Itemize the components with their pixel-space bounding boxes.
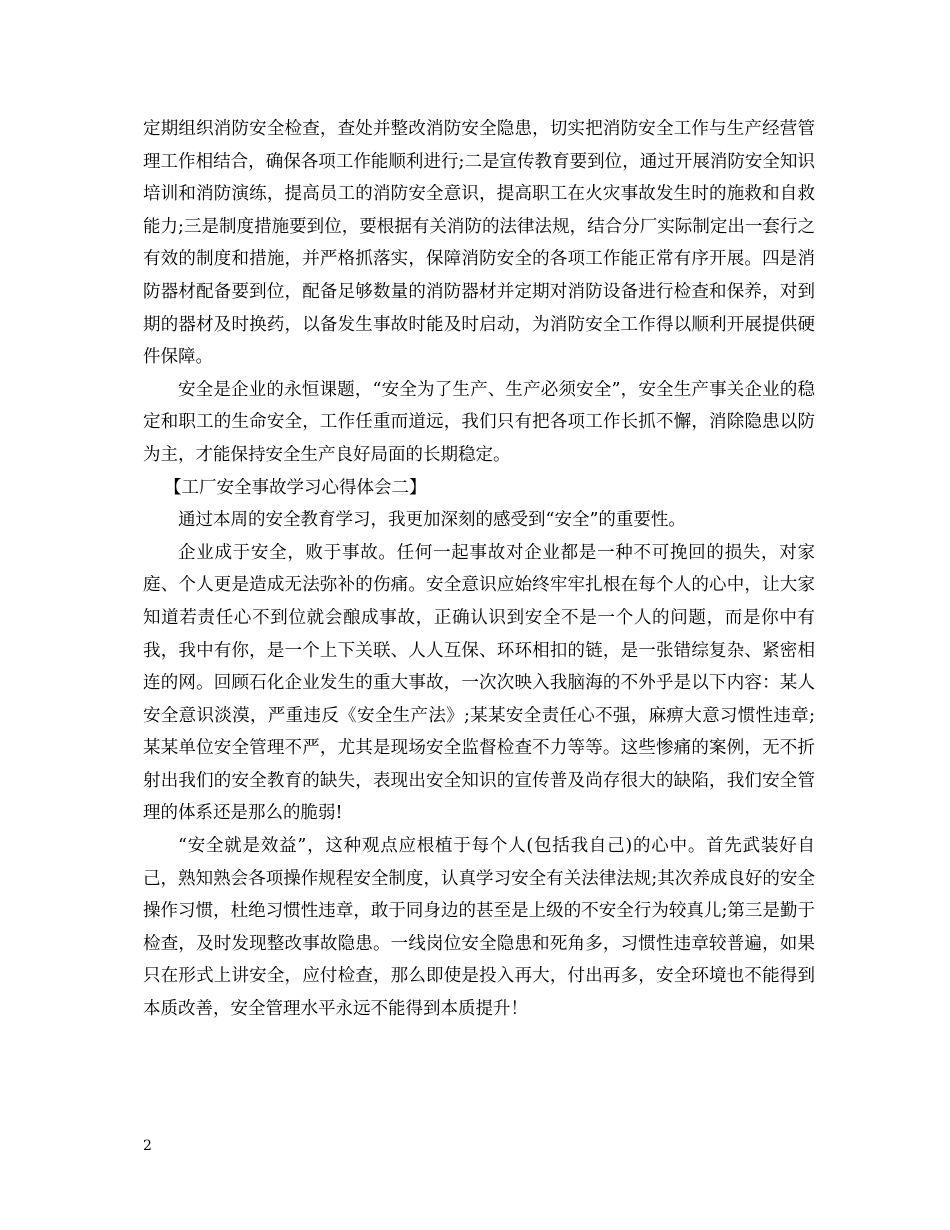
paragraph-fire-safety-continued: 定期组织消防安全检查，查处并整改消防安全隐患，切实把消防安全工作与生产经营管理工作相结合，确保各项工作能顺利进行;二是宣传教育要到位，通过开展消防安全知识培训和消防演练，提高员工的消防安全意识，提高职工在火灾事故发生时的施救和自救能力;三是制度措施要到位，要根据有关消防的法律法规，结合分厂实际制定出一套行之有效的制度和措施，并严格抓落实，保障消防安全的各项工作能正常有序开展。四是消防器材配备要到位，配备足够数量的消防器材并定期对消防设备进行检查和保养，对到期的器材及时换药，以备发生事故时能及时启动，为消防安全工作得以顺利开展提供硬件保障。 — [143, 119, 815, 368]
paragraph-safety-eternal-topic: 安全是企业的永恒课题，“安全为了生产、生产必须安全”，安全生产事关企业的稳定和职工的生命安全，工作任重而道远，我们只有把各项工作长抓不懈，消除隐患以防为主，才能保持安全生产良好局面的长期稳定。 — [143, 379, 815, 465]
paragraph-enterprise-success: 企业成于安全，败于事故。任何一起事故对企业都是一种不可挽回的损失，对家庭、个人更是造成无法弥补的伤痛。安全意识应始终牢牢扎根在每个人的心中，让大家知道若责任心不到位就会酿成事故，正确认识到安全不是一个人的问题，而是你中有我，我中有你，是一个上下关联、人人互保、环环相扣的链，是一张错综复杂、紧密相连的网。回顾石化企业发生的重大事故，一次次映入我脑海的不外乎是以下内容：某人安全意识淡漠，严重违反《安全生产法》;某某安全责任心不强，麻痹大意习惯性违章;某某单位安全管理不严，尤其是现场安全监督检查不力等等。这些惨痛的案例，无不折射出我们的安全教育的缺失，表现出安全知识的宣传普及尚存很大的缺陷，我们安全管理的体系还是那么的脆弱! — [143, 542, 815, 824]
document-body — [143, 113, 815, 1026]
page-number: 2 — [143, 1138, 152, 1154]
paragraph-safety-is-benefit: “安全就是效益”，这种观点应根植于每个人(包括我自己)的心中。首先武装好自己，熟知熟会各项操作规程安全制度，认真学习安全有关法律法规;其次养成良好的安全操作习惯，杜绝习惯性违章，敢于同身边的甚至是上级的不安全行为较真儿;第三是勤于检查，及时发现整改事故隐患。一线岗位安全隐患和死角多，习惯性违章较普遍，如果只在形式上讲安全，应付检查，那么即使是投入再大，付出再多，安全环境也不能得到本质改善，安全管理水平永远不能得到本质提升！ — [143, 836, 815, 1020]
paragraph-weekly-study: 通过本周的安全教育学习，我更加深刻的感受到“安全”的重要性。 — [178, 510, 686, 531]
section-heading-experience-two: 【工厂安全事故学习心得体会二】 — [164, 477, 427, 498]
